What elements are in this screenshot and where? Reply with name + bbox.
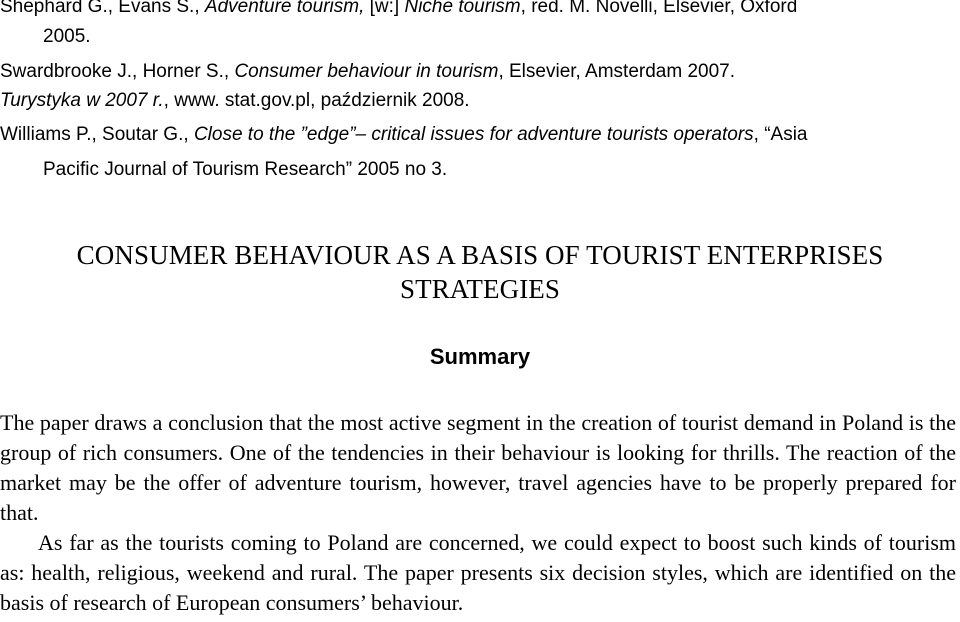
summary-body — [0, 408, 956, 618]
reference-line: Swardbrooke J., Horner S., Consumer behaviour in tourism, Elsevier, Amsterdam 2007. — [0, 61, 736, 82]
reference-line: 2005. — [43, 26, 91, 47]
reference-line: Williams P., Soutar G., Close to the ”edge”– critical issues for adventure tourists operators, “Asia — [0, 124, 808, 145]
summary-paragraph: The paper draws a conclusion that the most active segment in the creation of tourist demand in Poland is the group of rich consumers. One of the tendencies in their behaviour is looking for thrills. The reaction of the market may be the offer of adventure tourism, however, travel agencies have to be properly prepared for that. — [0, 410, 956, 525]
reference-line: Turystyka w 2007 r., www. stat.gov.pl, październik 2008. — [0, 90, 470, 111]
reference-line: Pacific Journal of Tourism Research” 2005 no 3. — [43, 159, 448, 180]
reference-line: Shephard G., Evans S., Adventure tourism, [w:] Niche tourism, red. M. Novelli, Elsevier, Oxford — [0, 0, 798, 17]
summary-paragraph: As far as the tourists coming to Poland are concerned, we could expect to boost such kinds of tourism as: health, religious, weekend and rural. The paper presents six decision styles, which are identified on the basis of research of European consumers’ behaviour. — [0, 530, 956, 615]
paper-title-line: STRATEGIES — [399, 274, 560, 304]
summary-heading: Summary — [429, 344, 531, 369]
paper-title-line: CONSUMER BEHAVIOUR AS A BASIS OF TOURIST ENTERPRISES — [76, 240, 884, 270]
